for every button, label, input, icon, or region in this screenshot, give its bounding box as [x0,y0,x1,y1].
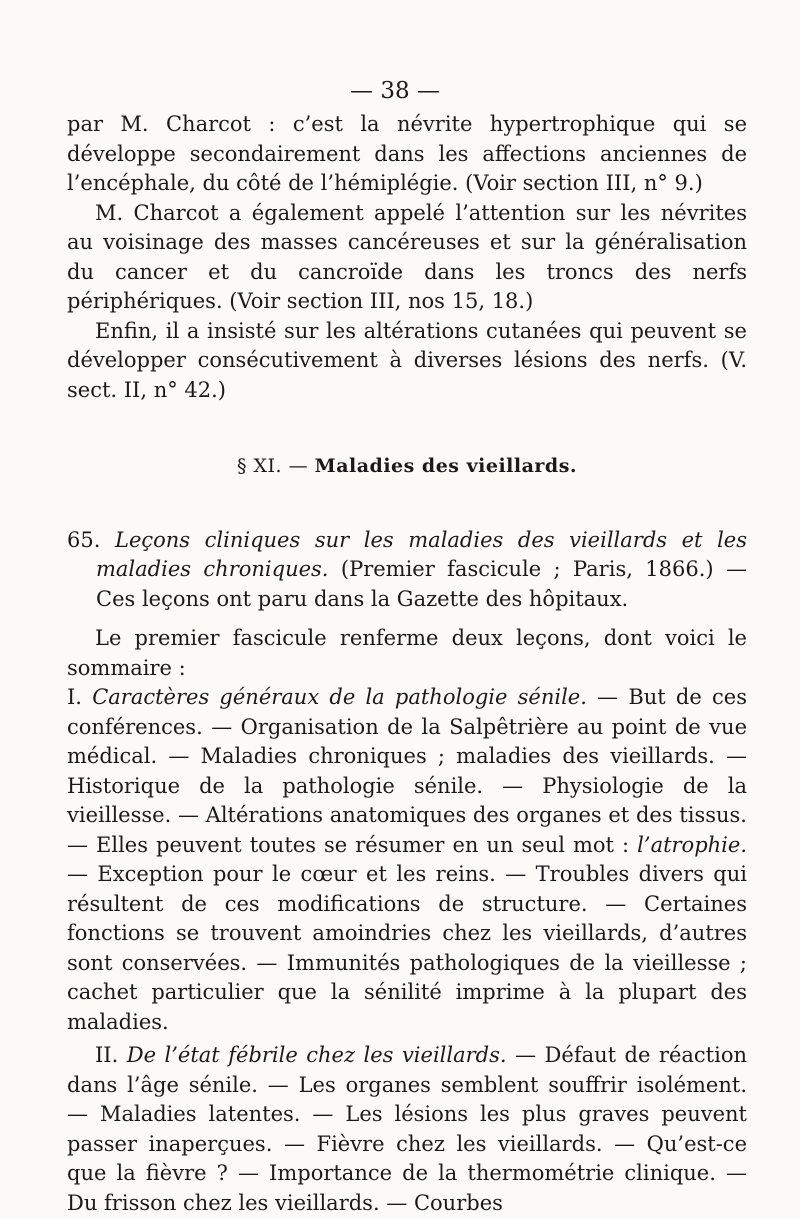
lesson-one-title: Caractères généraux de la pathologie sénile. [92,685,587,709]
entry-title: Leçons cliniques sur les maladies des vieillards et les maladies chroniques. [96,527,747,581]
section-number: § XI. [236,455,283,477]
lesson-two-text: — Défaut de réaction dans l’âge sénile. — Les organes semblent souffrir isolément. — Maladies latentes. — Les lésions les plus graves peuvent passer inaperçues. — Fièvre chez les vieillards. — Qu’est-ce que la fièvre ? — Importance de la thermométrie clinique. — Du frisson chez les vieillards. — Courbes [67,1043,747,1215]
body-text [67,110,747,1218]
entry-number: 65. [67,527,101,552]
entry-details: (Premier fascicule ; Paris, 1866.) — Ces leçons ont paru dans la Gazette des hôpitaux. [96,557,747,611]
page-number: — 38 — [350,78,440,104]
lesson-one-text-b: — Exception pour le cœur et les reins. — Troubles divers qui résultent de ces modifications de structure. — Certaines fonctions se trouvent amoindries chez les vieillards, d’autres sont conservées. — Immunités pathologiques de la vieillesse ; cachet particulier que la sénilité imprime à la plupart des maladies. [67,862,747,1034]
lesson-one-text-a: — But de ces conférences. — Organisation de la Salpêtrière au point de vue médical. — Maladies chroniques ; maladies des vieillards. — Historique de la pathologie sénile. — Physiologie de la vieillesse. — Altérations anatomiques des organes et des tissus. — Elles peuvent toutes se résumer en un seul mot : [67,685,747,857]
lesson-two-number: II. [95,1043,119,1067]
bibliography-entry [67,526,747,615]
paragraph-alterations-cutanees: Enfin, il a insisté sur les altérations cutanées qui peuvent se développer consécutivement à diverses lésions des nerfs. (V. sect. II, n° 42.) [67,318,747,402]
summary-intro: Le premier fascicule renferme deux leçons, dont voici le sommaire : [67,626,747,680]
section-title: Maladies des vieillards. [314,455,578,477]
lesson-two [67,1041,747,1218]
lesson-one-emphasis: l’atrophie. [637,832,747,857]
lesson-two-title: De l’état fébrile chez les vieillards. [126,1043,507,1067]
paragraph-charcot-nevrite: par M. Charcot : c’est la névrite hypertrophique qui se développe secondairement dans les affections anciennes de l’encéphale, du côté de l’hémiplégie. (Voir section III, n° 9.) [67,112,747,195]
paragraph-cancer-nerfs: M. Charcot a également appelé l’attention sur les névrites au voisinage des masses cancéreuses et sur la généralisation du cancer et du cancroïde dans les troncs des nerfs périphériques. (Voir section III, nos 15, 18.) [67,200,747,313]
section-heading [67,452,747,482]
section-dash: — [288,455,309,477]
lesson-one-number: I. [67,685,82,709]
lesson-one [67,683,747,1037]
